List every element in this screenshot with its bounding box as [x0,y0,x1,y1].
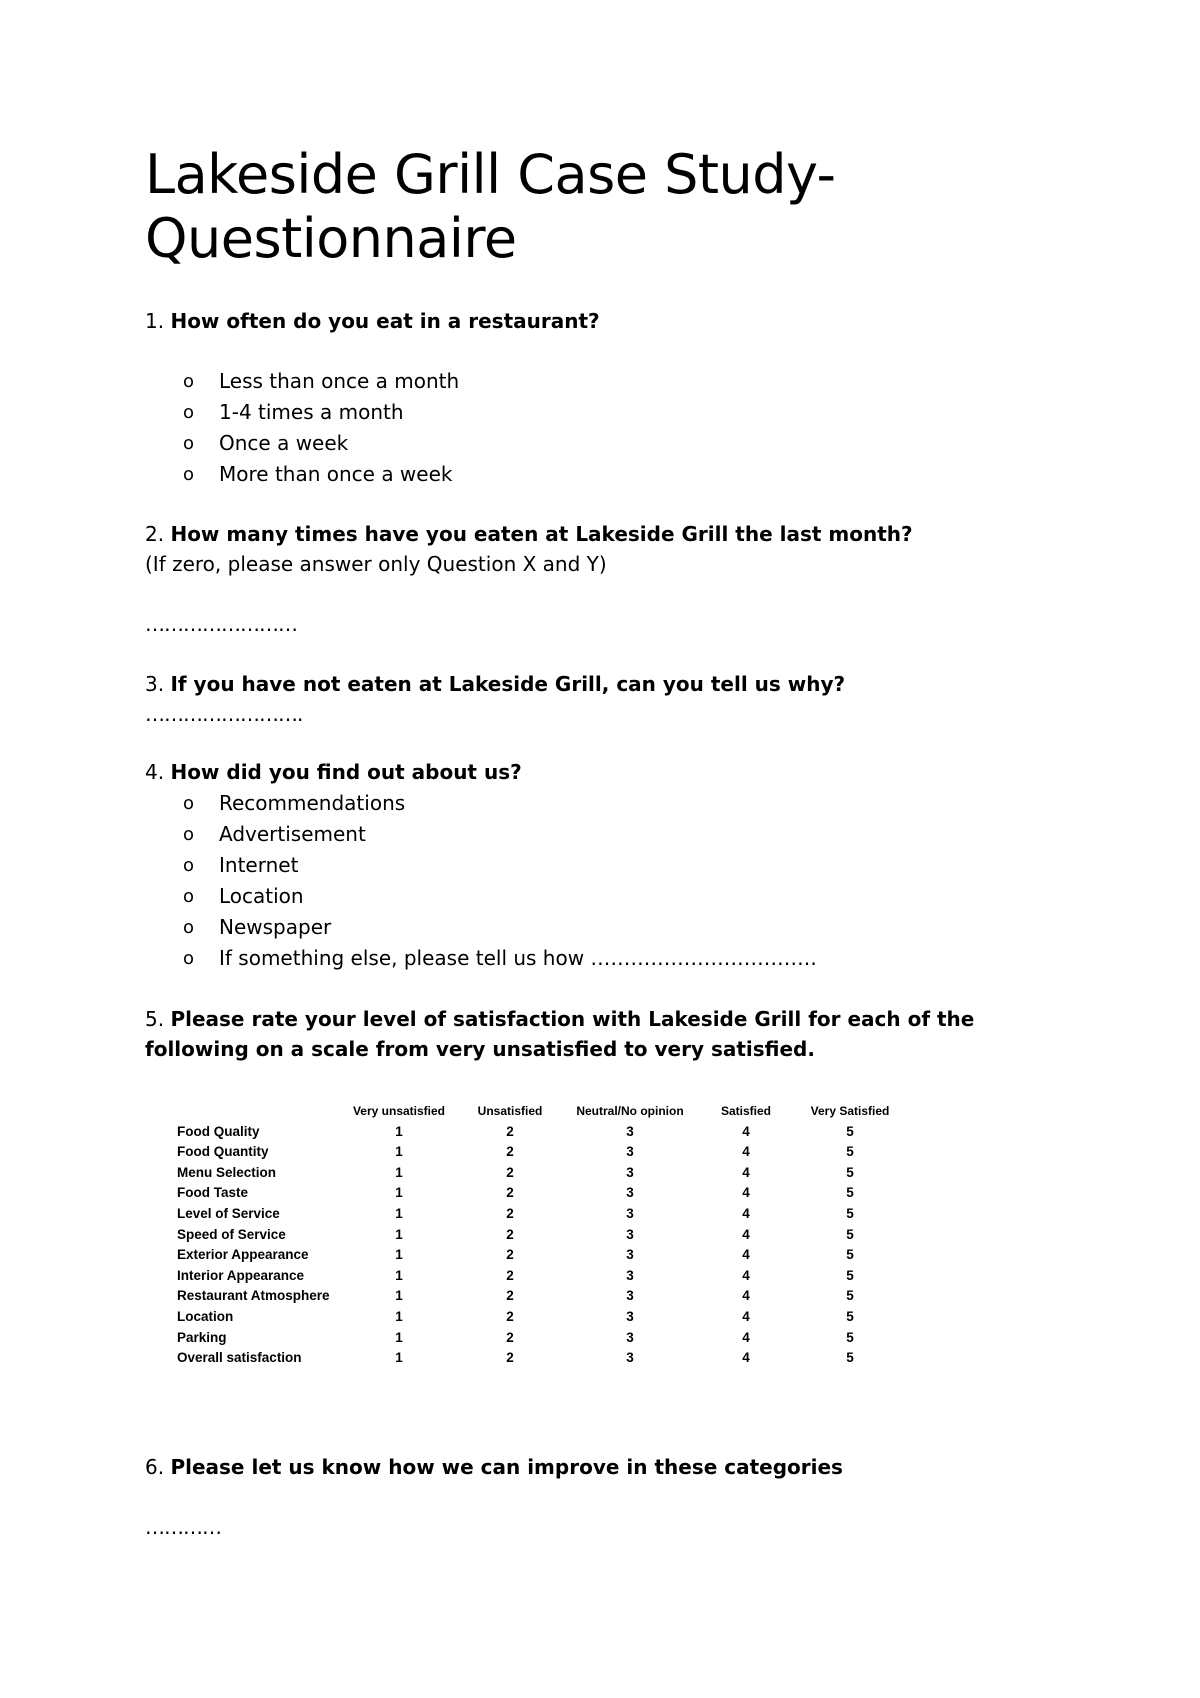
row-label: Menu Selection [177,1164,277,1180]
rating-cell[interactable]: 2 [506,1247,514,1263]
answer-blank[interactable]: …………………… [145,612,297,636]
table-row [177,1286,907,1307]
rating-cell[interactable]: 3 [626,1123,634,1139]
bullet-icon: o [183,402,195,423]
rating-cell[interactable]: 1 [395,1123,403,1139]
rating-cell[interactable]: 4 [742,1205,750,1221]
column-header: Very Satisfied [810,1104,890,1118]
page-title: Lakeside Grill Case Study-Questionnaire [145,143,836,270]
question-number: 2. [145,522,165,546]
question-4 [145,757,522,787]
rating-cell[interactable]: 4 [742,1185,750,1201]
question-number: 4. [145,760,165,784]
table-row [177,1225,907,1246]
rating-cell[interactable]: 3 [626,1205,634,1221]
question-5 [145,1004,1045,1064]
table-row [177,1307,907,1328]
rating-cell[interactable]: 3 [626,1350,634,1366]
option-item[interactable] [183,459,459,490]
option-item[interactable] [183,397,459,428]
bullet-icon: o [183,886,195,907]
rating-cell[interactable]: 4 [742,1226,750,1242]
rating-cell[interactable]: 2 [506,1308,514,1324]
rating-cell[interactable]: 1 [395,1144,403,1160]
question-text: How many times have you eaten at Lakeside Grill the last month? [170,522,913,546]
table-row [177,1163,907,1184]
rating-cell[interactable]: 3 [626,1247,634,1263]
option-label: If something else, please tell us how ……………………………. [219,946,817,970]
rating-cell[interactable]: 4 [742,1288,750,1304]
option-label: Advertisement [219,822,366,846]
rating-cell[interactable]: 5 [846,1308,854,1324]
rating-cell[interactable]: 5 [846,1267,854,1283]
question-text: If you have not eaten at Lakeside Grill, can you tell us why? [170,672,846,696]
row-label: Speed of Service [177,1226,286,1242]
rating-cell[interactable]: 4 [742,1308,750,1324]
rating-cell[interactable]: 2 [506,1205,514,1221]
rating-cell[interactable]: 4 [742,1164,750,1180]
question-text: Please let us know how we can improve in these categories [170,1455,843,1479]
rating-cell[interactable]: 4 [742,1123,750,1139]
bullet-icon: o [183,433,195,454]
table-row [177,1266,907,1287]
option-item[interactable] [183,850,817,881]
rating-cell[interactable]: 5 [846,1247,854,1263]
rating-cell[interactable]: 2 [506,1144,514,1160]
answer-blank[interactable]: ……………………. [145,702,303,726]
rating-cell[interactable]: 3 [626,1308,634,1324]
table-row [177,1122,907,1143]
satisfaction-rating-table [177,1101,907,1369]
table-row [177,1328,907,1349]
option-label: Location [219,884,304,908]
row-label: Exterior Appearance [177,1247,309,1263]
question-6 [145,1452,843,1482]
rating-cell[interactable]: 1 [395,1185,403,1201]
column-header [177,1101,339,1122]
option-item[interactable] [183,819,817,850]
question-number: 5. [145,1007,165,1031]
table-row [177,1348,907,1369]
option-label: Once a week [219,431,349,455]
table-row [177,1245,907,1266]
bullet-icon: o [183,371,195,392]
table-row [177,1183,907,1204]
row-label: Food Quality [177,1123,260,1139]
question-1-options [183,366,459,490]
option-label: 1-4 times a month [219,400,404,424]
table-header-row [177,1101,907,1122]
table-row [177,1142,907,1163]
column-header: Unsatisfied [477,1104,543,1118]
bullet-icon: o [183,793,195,814]
bullet-icon: o [183,855,195,876]
rating-cell[interactable]: 4 [742,1329,750,1345]
question-number: 3. [145,672,165,696]
rating-cell[interactable]: 2 [506,1267,514,1283]
question-2-note: (If zero, please answer only Question X and Y) [145,552,607,576]
question-number: 6. [145,1455,165,1479]
rating-cell[interactable]: 5 [846,1226,854,1242]
question-number: 1. [145,309,165,333]
rating-cell[interactable]: 5 [846,1144,854,1160]
rating-cell[interactable]: 4 [742,1144,750,1160]
rating-cell[interactable]: 2 [506,1164,514,1180]
bullet-icon: o [183,824,195,845]
column-header: Neutral/No opinion [576,1104,684,1118]
question-text: How did you find out about us? [170,760,522,784]
rating-cell[interactable]: 3 [626,1329,634,1345]
rating-cell[interactable]: 5 [846,1205,854,1221]
rating-cell[interactable]: 3 [626,1144,634,1160]
rating-cell[interactable]: 1 [395,1247,403,1263]
rating-cell[interactable]: 1 [395,1308,403,1324]
option-item[interactable] [183,428,459,459]
question-4-options [183,788,817,974]
option-item[interactable] [183,366,459,397]
rating-cell[interactable]: 1 [395,1288,403,1304]
rating-cell[interactable]: 3 [626,1164,634,1180]
row-label: Level of Service [177,1205,280,1221]
rating-cell[interactable]: 1 [395,1329,403,1345]
rating-cell[interactable]: 5 [846,1164,854,1180]
option-label: More than once a week [219,462,453,486]
question-2 [145,519,913,549]
option-item[interactable] [183,943,817,974]
option-item[interactable] [183,881,817,912]
rating-cell[interactable]: 2 [506,1185,514,1201]
question-1 [145,306,600,336]
option-label: Newspaper [219,915,332,939]
rating-cell[interactable]: 5 [846,1288,854,1304]
answer-blank[interactable]: ………… [145,1515,221,1539]
row-label: Food Taste [177,1185,249,1201]
row-label: Parking [177,1329,227,1345]
bullet-icon: o [183,948,195,969]
rating-cell[interactable]: 4 [742,1350,750,1366]
rating-cell[interactable]: 3 [626,1185,634,1201]
column-header: Very unsatisfied [352,1104,446,1118]
option-item[interactable] [183,788,817,819]
rating-cell[interactable]: 5 [846,1329,854,1345]
rating-cell[interactable]: 4 [742,1267,750,1283]
rating-cell[interactable]: 1 [395,1350,403,1366]
table-body [177,1122,907,1369]
bullet-icon: o [183,464,195,485]
rating-cell[interactable]: 2 [506,1226,514,1242]
rating-cell[interactable]: 2 [506,1123,514,1139]
rating-cell[interactable]: 5 [846,1185,854,1201]
column-header: Satisfied [720,1104,771,1118]
rating-cell[interactable]: 1 [395,1164,403,1180]
rating-cell[interactable]: 2 [506,1288,514,1304]
question-text: Please rate your level of satisfaction with Lakeside Grill for each of the following on a scale from very unsatisfied to very satisfied. [145,1007,975,1061]
rating-cell[interactable]: 5 [846,1123,854,1139]
option-label: Recommendations [219,791,406,815]
rating-cell[interactable]: 3 [626,1226,634,1242]
option-item[interactable] [183,912,817,943]
rating-cell[interactable]: 4 [742,1247,750,1263]
rating-cell[interactable]: 1 [395,1267,403,1283]
question-3 [145,669,845,699]
rating-cell[interactable]: 2 [506,1329,514,1345]
question-text: How often do you eat in a restaurant? [170,309,600,333]
option-label: Internet [219,853,299,877]
row-label: Interior Appearance [177,1267,305,1283]
rating-cell[interactable]: 1 [395,1226,403,1242]
row-label: Overall satisfaction [177,1350,302,1366]
rating-cell[interactable]: 3 [626,1267,634,1283]
rating-cell[interactable]: 3 [626,1288,634,1304]
option-label: Less than once a month [219,369,460,393]
rating-cell[interactable]: 2 [506,1350,514,1366]
rating-cell[interactable]: 1 [395,1205,403,1221]
row-label: Food Quantity [177,1144,269,1160]
rating-cell[interactable]: 5 [846,1350,854,1366]
row-label: Location [177,1308,234,1324]
bullet-icon: o [183,917,195,938]
row-label: Restaurant Atmosphere [177,1288,330,1304]
table-row [177,1204,907,1225]
